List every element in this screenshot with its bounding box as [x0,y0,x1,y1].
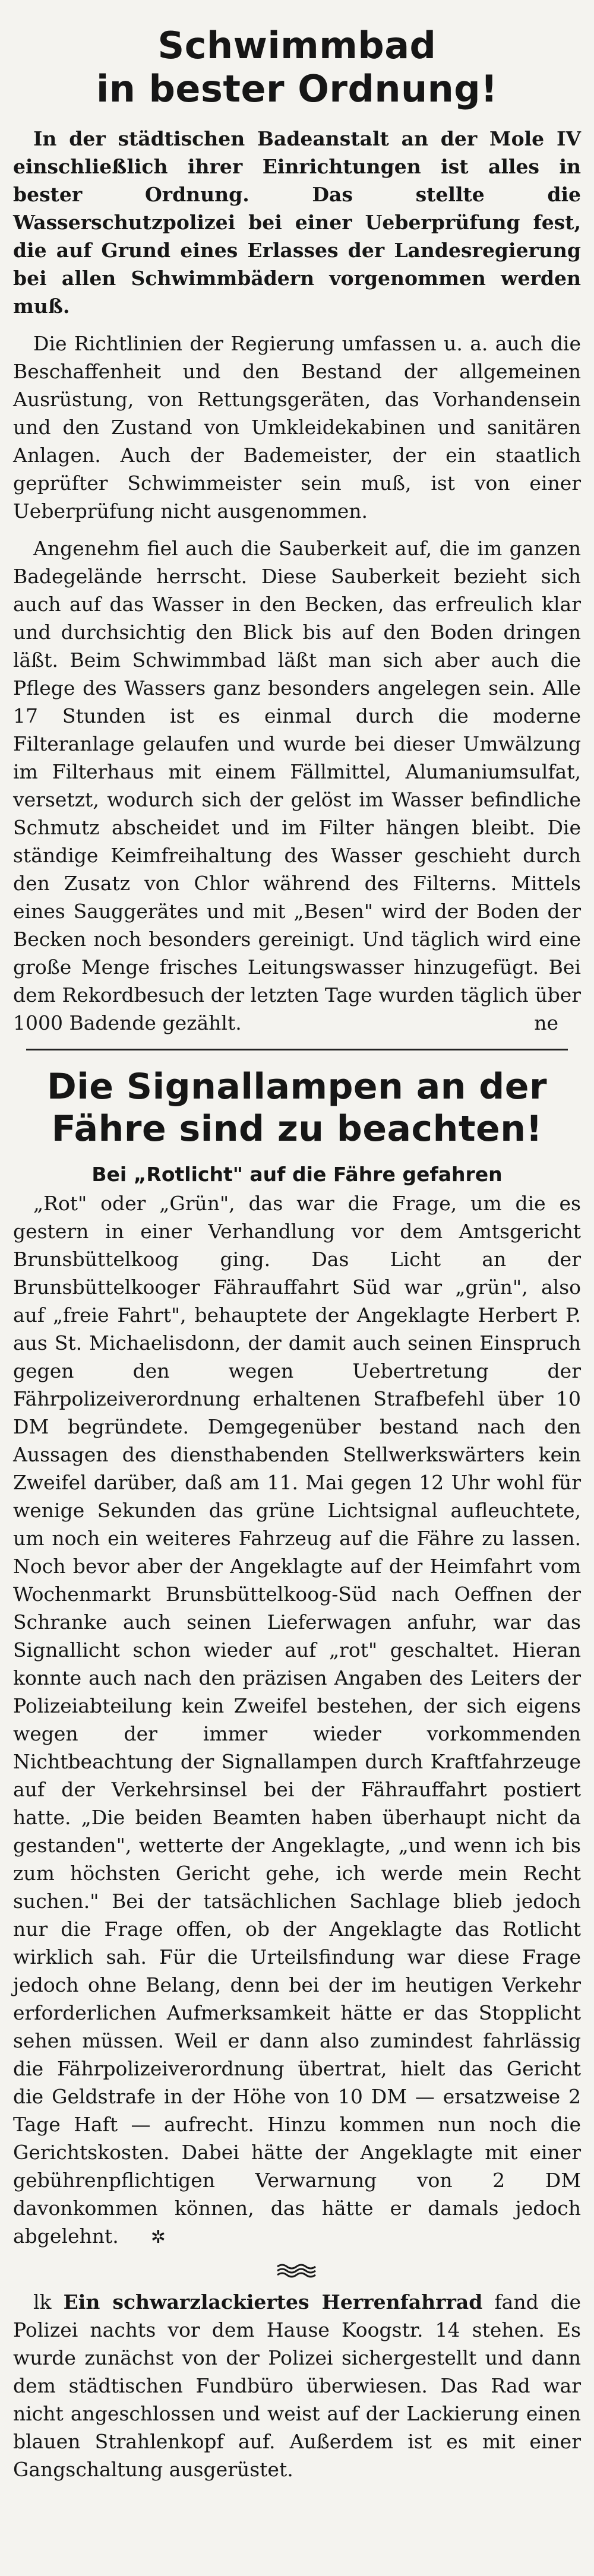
body-paragraph-1: Die Richtlinien der Regierung umfassen u. a. auch die Beschaffenheit und den Bestand der allgemeinen Ausrüstung, von Rettungsgeräten, das Vorhandensein und den Zustand von Umkleidekabinen und sanitären Anlagen. Auch der Bademeister, der ein staatlich geprüfter Schwimmeister sein muß, ist von einer Ueberprüfung nicht ausgenommen. [13,332,581,523]
body-paragraph [13,1189,581,2251]
star-ornament-icon: ✲ [150,2226,166,2248]
headline-schwimmbad [13,24,581,110]
notice-paragraph [13,2288,581,2483]
body-paragraph-2-text: Angenehm fiel auch die Sauberkeit auf, die im ganzen Badegelände herrscht. Diese Sauberkeit bezieht sich auch auf das Wasser in den Becken, das erfreulich klar und durchsichtig den Blick bis auf den Boden dringen läßt. Beim Schwimmbad läßt man sich aber auch die Pflege des Wassers ganz besonders angelegen sein. Alle 17 Stunden ist es einmal durch die moderne Filteranlage gelaufen und wurde bei dieser Umwälzung im Filterhaus mit einem Fällmittel, Alumaniumsulfat, versetzt, wodurch sich der gelöst im Wasser befindliche Schmutz abscheidet und im Filter hängen bleibt. Die ständige Keimfreihaltung des Wasser geschieht durch den Zusatz von Chlor während des Filterns. Mittels eines Sauggerätes und mit „Besen" wird der Boden der Becken noch besonders gereinigt. Und täglich wird eine große Menge frisches Leitungswasser hinzugefügt. Bei dem Rekordbesuch der letzten Tage wurden täglich über 1000 Badende gezählt. [13,537,581,1035]
notice-lead: Ein schwarzlackiertes Herrenfahrrad [63,2290,483,2314]
article-schwimmbad [13,24,581,1037]
headline-line-2: Fähre sind zu beachten! [51,1108,543,1150]
headline-line-1: Schwimmbad [157,24,437,67]
author-prefix: lk [33,2290,52,2314]
notice-text: fand die Polizei nachts vor dem Hause Koogstr. 14 stehen. Es wurde zunächst von der Polizei sichergestellt und dann dem städtischen Fundbüro überwiesen. Das Rad war nicht angeschlossen und weist auf der Lackierung einen blauen Strahlenkopf auf. Außerdem ist es mit einer Gangschaltung ausgerüstet. [13,2290,582,2481]
article-signallampen [13,1066,581,2251]
article-divider [26,1049,568,1050]
headline-line-2: in bester Ordnung! [96,67,498,111]
subheadline: Bei „Rotlicht" auf die Fähre gefahren [91,1162,503,1186]
lead-paragraph: In der städtischen Badeanstalt an der Mole IV einschließlich ihrer Einrichtungen ist alles in bester Ordnung. Das stellte die Wasserschutzpolizei bei einer Ueberprüfung fest, die auf Grund eines Erlasses der Landesregierung bei allen Schwimmbädern vorgenommen werden muß. [13,127,581,318]
headline-signallampen [13,1066,581,1150]
headline-line-1: Die Signallampen an der [46,1066,548,1108]
body-text: „Rot" oder „Grün", das war die Frage, um die es gestern in einer Verhandlung vor dem Amtsgericht Brunsbüttelkoog ging. Das Licht an der Brunsbüttelkooger Fährauffahrt Süd war „grün", also auf „freie Fahrt", behauptete der Angeklagte Herbert P. aus St. Michaelisdonn, der damit auch seinen Einspruch gegen den wegen Uebertretung der Fährpolizeiverordnung erhaltenen Strafbefehl über 10 DM begründete. Demgegenüber bestand nach den Aussagen des diensthabenden Stellwerkswärters kein Zweifel darüber, daß am 11. Mai gegen 12 Uhr wohl für wenige Sekunden das grüne Lichtsignal aufleuchtete, um noch ein weiteres Fahrzeug auf die Fähre zu lassen. Noch bevor aber der Angeklagte auf der Heimfahrt vom Wochenmarkt Brunsbüttelkoog-Süd nach Oeffnen der Schranke auch seinen Lieferwagen anfuhr, war das Signallicht schon wieder auf „rot" geschaltet. Hieran konnte auch nach den präzisen Angaben des Leiters der Polizeiabteilung kein Zweifel bestehen, der sich eigens wegen der immer wieder vorkommenden Nichtbeachtung der Signallampen durch Kraftfahrzeuge auf der Verkehrsinsel bei der Fährauffahrt postiert hatte. „Die beiden Beamten haben überhaupt nicht da gestanden", wetterte der Angeklagte, „und wenn ich bis zum höchsten Gericht gehe, ich werde mein Recht suchen." Bei der tatsächlichen Sachlage blieb jedoch nur die Frage offen, ob der Angeklagte das Rotlicht wirklich sah. Für die Urteilsfindung war diese Frage jedoch ohne Belang, denn bei der im heutigen Verkehr erforderlichen Aufmerksamkeit hätte er das Stopplicht sehen müssen. Weil er dann also zumindest fahrlässig die Fährpolizeiverordnung übertrat, hielt das Gericht die Geldstrafe in der Höhe von 10 DM — ersatzweise 2 Tage Haft — aufrecht. Hinzu kommen nun noch die Gerichtskosten. Dabei hätte der Angeklagte mit einer gebührenpflichtigen Verwarnung von 2 DM davonkommen können, das hätte er damals jedoch abgelehnt. [13,1191,581,2248]
author-signature: ne [534,1011,558,1035]
wave-ornament-icon [276,2262,318,2280]
body-paragraph-2 [13,534,581,1037]
article-herrenfahrrad [13,2288,581,2483]
